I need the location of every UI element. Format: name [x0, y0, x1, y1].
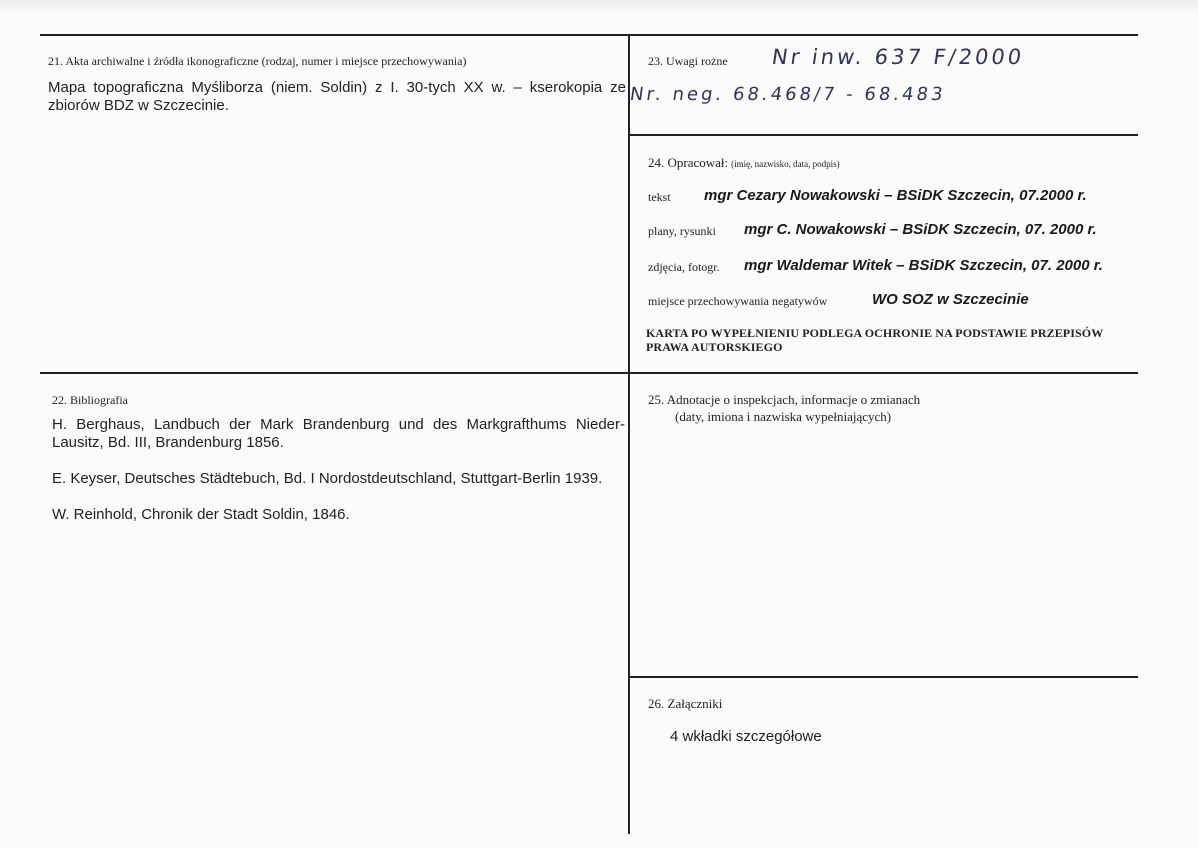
section22-label: 22. Bibliografia — [52, 393, 128, 407]
row-key-miejsce: miejsce przechowywania negatywów — [648, 294, 828, 308]
section21-label: 21. Akta archiwalne i źródła ikonograficzne (rodzaj, numer i miejsce przechowywania) — [48, 54, 467, 68]
section26-text: 4 wkładki szczegółowe — [670, 728, 822, 745]
bibliography-list — [52, 416, 625, 542]
handwritten-inventory-number: Nr inw. 637 F/2000 — [770, 45, 1026, 69]
center-divider — [628, 34, 630, 834]
bibliography-entry: W. Reinhold, Chronik der Stadt Soldin, 1846. — [52, 506, 350, 523]
copyright-notice: KARTA PO WYPEŁNIENIU PODLEGA OCHRONIE NA PODSTAWIE PRZEPISÓW PRAWA AUTORSKIEGO — [646, 326, 1104, 354]
row-value-tekst: mgr Cezary Nowakowski – BSiDK Szczecin, 07.2000 r. — [704, 187, 1087, 204]
top-rule — [40, 34, 1138, 36]
handwritten-negative-numbers: Nr. neg. 68.468/7 - 68.483 — [628, 84, 947, 105]
bibliography-entry: E. Keyser, Deutsches Städtebuch, Bd. I Nordostdeutschland, Stuttgart-Berlin 1939. — [52, 470, 603, 487]
section26-label: 26. Załączniki — [648, 696, 723, 711]
rule-25-26 — [630, 676, 1138, 678]
row-key-plany: plany, rysunki — [648, 224, 716, 238]
row-key-tekst: tekst — [648, 190, 671, 204]
section25-label: 25. Adnotacje o inspekcjach, informacje o zmianach — [648, 392, 921, 407]
bibliography-entry: H. Berghaus, Landbuch der Mark Brandenburg und des Markgrafthums Nieder-Lausitz, Bd. III, Brandenburg 1856. — [52, 416, 625, 451]
section24-label — [648, 155, 840, 171]
row-value-miejsce: WO SOZ w Szczecinie — [872, 291, 1029, 308]
rule-23-24 — [630, 134, 1138, 136]
section21-text: Mapa topograficzna Myśliborza (niem. Soldin) z I. 30-tych XX w. – kserokopia ze zbiorów BDZ w Szczecinie. — [48, 79, 626, 114]
section24-label-text: 24. Opracował: — [648, 155, 729, 170]
section24-label-note: (imię, nazwisko, data, podpis) — [731, 159, 840, 169]
middle-rule — [40, 372, 1138, 374]
row-key-zdjecia: zdjęcia, fotogr. — [648, 260, 720, 274]
row-value-plany: mgr C. Nowakowski – BSiDK Szczecin, 07. 2000 r. — [744, 221, 1097, 238]
section23-label: 23. Uwagi rożne — [648, 54, 728, 68]
row-value-zdjecia: mgr Waldemar Witek – BSiDK Szczecin, 07. 2000 r. — [744, 257, 1103, 274]
section25-label-note: (daty, imiona i nazwiska wypełniających) — [675, 409, 892, 424]
